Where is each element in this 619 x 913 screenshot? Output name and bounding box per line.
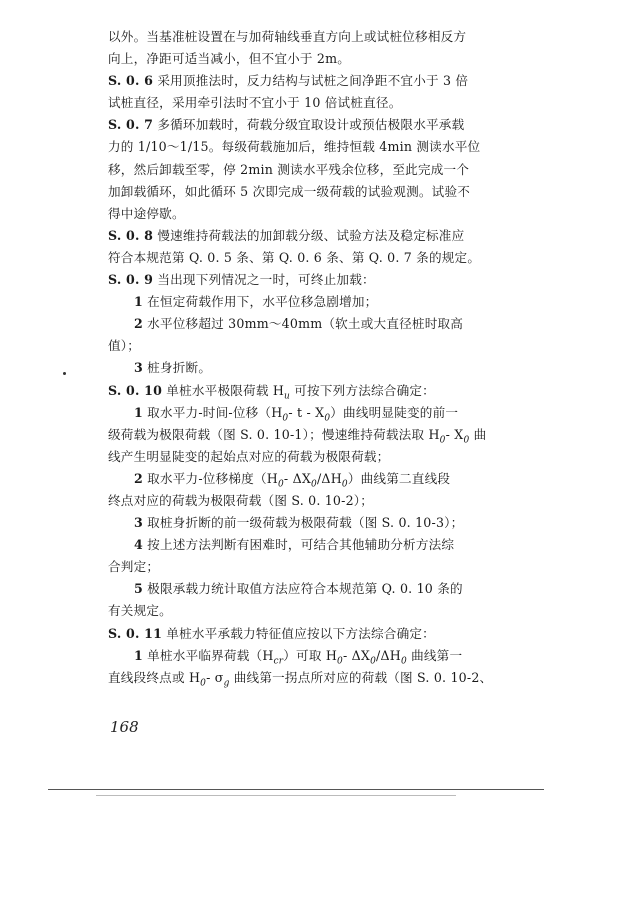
text-line [108,556,526,578]
line-text: 单桩水平承载力特征值应按以下方法综合确定： [162,625,435,641]
clause-number: S. 0. 10 [108,382,163,398]
text-line [108,380,526,402]
page-number: 168 [110,718,139,736]
subscript: 0 [311,479,317,490]
line-text: ）曲线第二直线段 [347,470,451,486]
line-text: 加卸载循环，如此循环 5 次即完成一级荷载的试验观测。试验不 [108,183,471,199]
clause-number: 1 [134,647,143,663]
line-text: 按上述方法判断有困难时，可结合其他辅助分析方法综 [142,537,455,553]
text-line [108,335,526,357]
line-text: 合判定； [108,559,160,575]
bottom-rule [48,789,544,790]
text-line [108,136,526,158]
text-line [108,623,526,645]
line-text: 桩身折断。 [142,360,212,376]
line-text: - ΔX [342,647,371,663]
line-text: 符合本规范第 Q. 0. 5 条、第 Q. 0. 6 条、第 Q. 0. 7 条的规定。 [108,249,481,265]
line-text: 直线段终点或 H [108,669,201,685]
subscript: u [284,391,291,402]
line-text: 得中途停歇。 [108,205,185,221]
text-line [108,357,526,379]
line-text: 采用顶推法时，反力结构与试桩之间净距不宜小于 3 倍 [153,73,469,89]
text-line [108,667,526,689]
subscript: 0 [277,479,284,490]
clause-number: 1 [134,404,143,420]
text-line [108,313,526,335]
text-line [108,534,526,556]
subscript: 0 [341,479,348,490]
clause-number: 5 [134,581,143,597]
line-text: - ΔX [283,470,312,486]
text-line [108,48,526,70]
line-text: 在恒定荷载作用下，水平位移急剧增加； [142,294,378,310]
line-text: 线产生明显陡变的起始点对应的荷载为极限荷载； [108,448,390,464]
line-text: 可按下列方法综合确定： [290,382,435,398]
text-line [108,203,526,225]
text-line [108,402,526,424]
line-text: 曲 [469,426,487,442]
line-text: 终点对应的荷载为极限荷载（图 S. 0. 10-2）； [108,492,374,508]
line-text: /ΔH [316,470,342,486]
clause-number: 3 [134,515,143,531]
document-body [108,26,526,689]
line-text: 当出现下列情况之一时，可终止加载： [153,272,375,288]
clause-number: S. 0. 6 [108,73,154,89]
subscript: 0 [400,656,407,667]
clause-number: S. 0. 11 [108,625,163,641]
scan-speck [63,372,66,375]
line-text: - t - X [288,404,325,420]
line-text: ）可取 H [283,647,338,663]
text-line [108,578,526,600]
subscript: g [223,678,230,689]
text-line [108,512,526,534]
line-text: 以外。当基准桩设置在与加荷轴线垂直方向上或试桩位移相反方 [108,29,467,44]
subscript: 0 [370,656,377,667]
clause-number: 3 [134,360,143,376]
line-text: 曲线第一 [406,647,463,663]
line-text: 曲线第一拐点所对应的荷载（图 S. 0. 10-2、 [229,669,493,685]
text-line [108,291,526,313]
line-text: 移，然后卸载至零，停 2min 测读水平残余位移，至此完成一个 [108,161,470,177]
subscript: 0 [463,435,470,446]
clause-number: S. 0. 9 [108,272,154,288]
line-text: 多循环加载时，荷载分级宜取设计或预估极限水平承载 [153,117,465,133]
line-text: 力的 1/10～1/15。每级荷载施加后，维持恒载 4min 测读水平位 [108,139,481,155]
text-line [108,645,526,667]
text-line [108,159,526,181]
line-text: 试桩直径，采用牵引法时不宜小于 10 倍试桩直径。 [108,95,402,111]
text-line [108,490,526,512]
line-text: 取水平力-时间-位移（H [142,404,283,420]
clause-number: 2 [134,316,143,332]
line-text: 值）； [108,338,141,354]
clause-number: S. 0. 8 [108,227,154,243]
line-text: 水平位移超过 30mm～40mm（软土或大直径桩时取高 [142,316,464,332]
clause-number: 2 [134,470,143,486]
text-line [108,114,526,136]
clause-number: S. 0. 7 [108,117,154,133]
line-text: - σ [206,669,224,685]
line-text: ）曲线明显陡变的前一 [330,404,459,420]
text-line [108,70,526,92]
subscript: cr [273,656,284,667]
text-line [108,446,526,468]
text-line [108,269,526,291]
line-text: /ΔH [376,647,401,663]
text-line [108,247,526,269]
line-text: 有关规定。 [108,603,172,619]
line-text: 取桩身折断的前一级荷载为极限荷载（图 S. 0. 10-3）； [142,515,464,531]
subscript: 0 [200,678,207,689]
text-line [108,468,526,490]
text-line [108,181,526,203]
line-text: 极限承载力统计取值方法应符合本规范第 Q. 0. 10 条的 [142,581,463,597]
line-text: 单桩水平极限荷载 H [162,382,285,398]
line-text: 单桩水平临界荷载（H [142,647,274,663]
subscript: 0 [337,656,343,667]
line-text: 级荷载为极限荷载（图 S. 0. 10-1）；慢速维持荷载法取 H [108,426,440,442]
line-text: 慢速维持荷载法的加卸载分级、试验方法及稳定标准应 [153,227,465,243]
clause-number: 1 [134,294,143,310]
subscript: 0 [324,413,331,424]
bottom-rule-faint [96,795,456,796]
text-line [108,26,526,48]
text-line [108,424,526,446]
clause-number: 4 [134,537,143,553]
line-text: - X [445,426,464,442]
line-text: 向上，净距可适当减小，但不宜小于 2m。 [108,51,351,67]
subscript: 0 [439,435,446,446]
subscript: 0 [282,413,289,424]
line-text: 取水平力-位移梯度（H [142,470,278,486]
text-line [108,600,526,622]
text-line [108,225,526,247]
text-line [108,92,526,114]
